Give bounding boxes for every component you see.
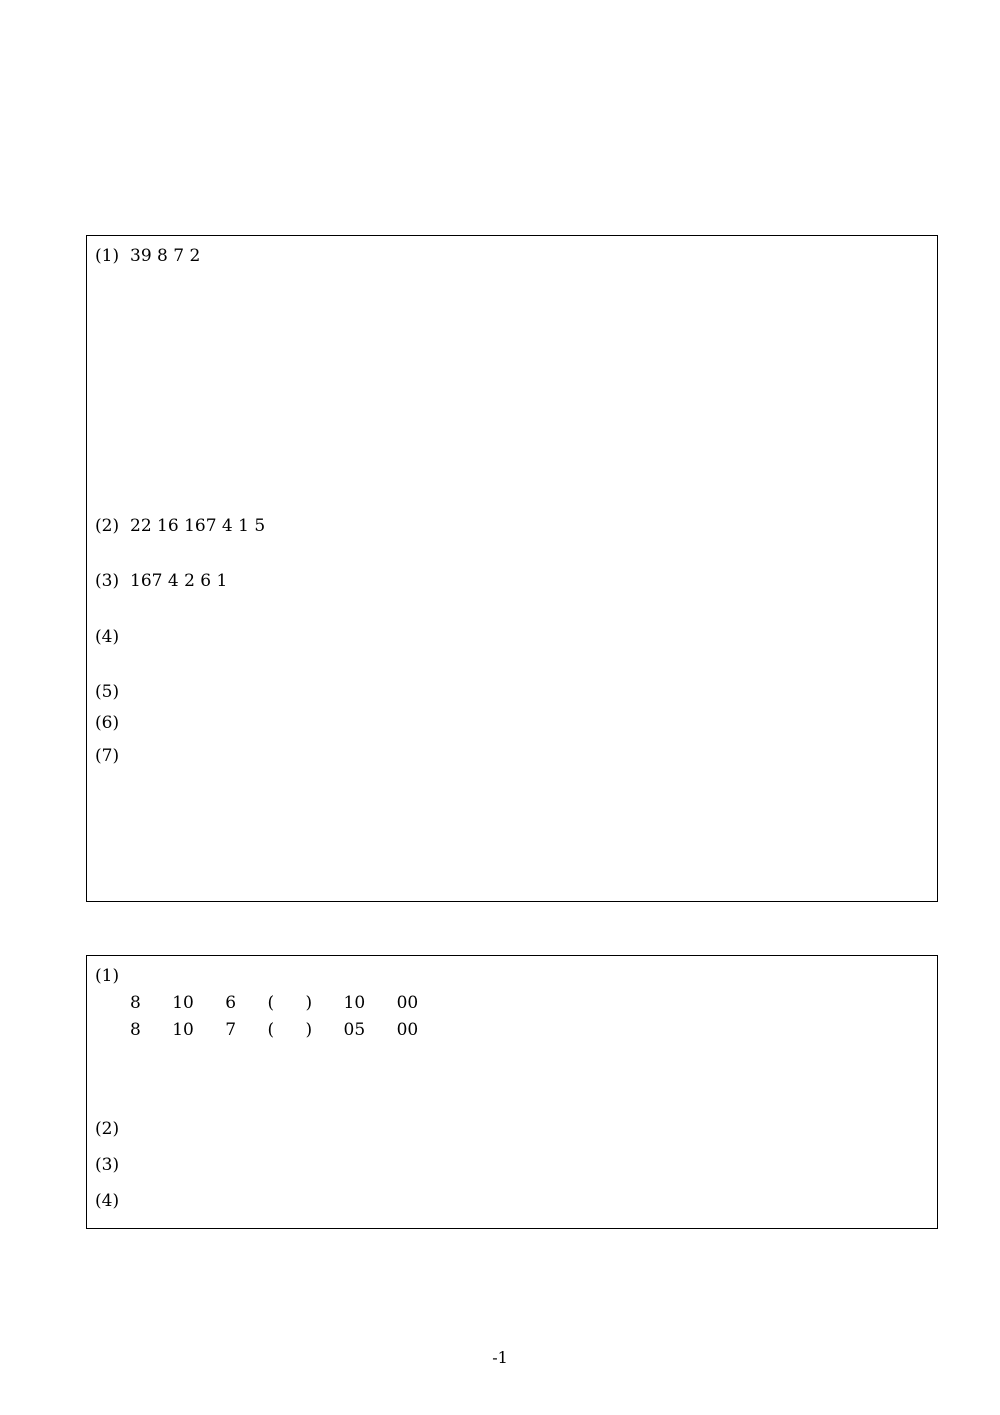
s1-item-2-line-1: 22 16 167 4 1 5 xyxy=(130,516,266,536)
s1-item-1-line-1: 39 8 7 2 xyxy=(130,246,201,266)
s2-item-3-num: (3) xyxy=(95,1155,120,1175)
page-number: -1 xyxy=(492,1348,508,1367)
s2-schedule-2: 8 10 7 ( ) 05 00 xyxy=(130,1020,419,1040)
s1-item-3-line-1: 167 4 2 6 1 xyxy=(130,571,228,591)
s1-item-4-num: (4) xyxy=(95,627,120,647)
s2-item-1-num: (1) xyxy=(95,966,120,986)
s2-item-2-num: (2) xyxy=(95,1119,120,1139)
s2-schedule-1: 8 10 6 ( ) 10 00 xyxy=(130,993,419,1013)
s2-item-4-num: (4) xyxy=(95,1191,120,1211)
s1-item-1-num: (1) xyxy=(95,246,120,266)
s1-item-5-num: (5) xyxy=(95,682,120,702)
s1-item-3-num: (3) xyxy=(95,571,120,591)
s1-item-2-num: (2) xyxy=(95,516,120,536)
s1-item-7-num: (7) xyxy=(95,746,120,766)
s1-item-6-num: (6) xyxy=(95,713,120,733)
section1-box xyxy=(86,235,938,902)
